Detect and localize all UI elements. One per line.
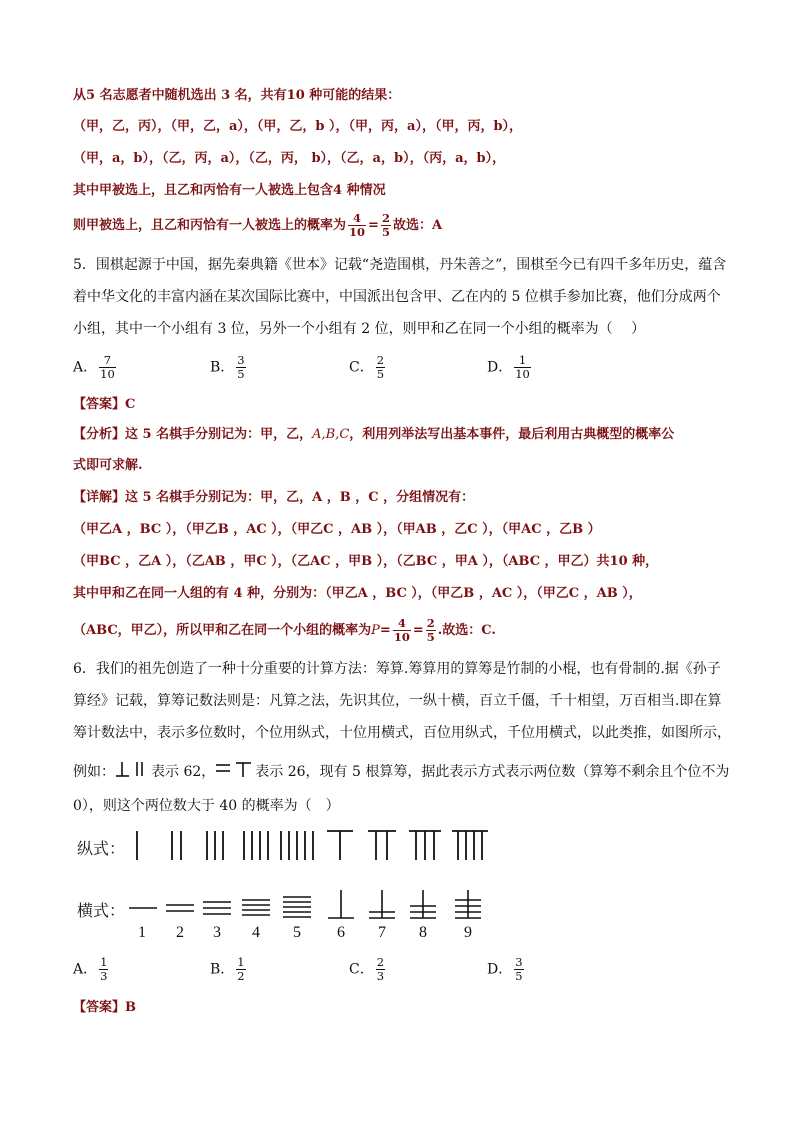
rod-number-8: 8 [419, 924, 427, 941]
rod-number-2: 2 [176, 924, 184, 941]
q6-options [73, 956, 673, 988]
vertical-form-label: 纵式： [77, 841, 126, 858]
vertical-rod-8 [407, 828, 443, 864]
horizontal-rod-9 [452, 888, 484, 924]
q5-detail-line-5: （ABC，甲乙），所以甲和乙在同一个小组的概率为P= $\frac{4}{10}$ = $\frac{2}{5}$ .故选：C. [73, 616, 496, 644]
prev-solution-line-3: （甲，a，b），（乙，丙，a），（乙，丙， b），（乙，a，b），（丙，a，b）， [73, 151, 506, 166]
q6-option-b: B． $\frac{1}{2}$ [210, 955, 245, 983]
prev-solution-line-4: 其中甲被选上，且乙和丙恰有一人被选上包含4 种情况 [73, 183, 386, 198]
q5-option-c: C． $\frac{2}{5}$ [349, 353, 385, 381]
q5-detail-line-1: 【详解】这 5 名棋手分别记为：甲，乙，A ，B ，C ，分组情况有： [73, 490, 475, 505]
vertical-rod-2 [166, 828, 188, 864]
vertical-rod-5 [277, 828, 321, 864]
horizontal-rod-8 [407, 888, 439, 924]
q5-text-line-3: 小组，其中一个小组有 3 位，另外一个小组有 2 位，则甲和乙在同一个小组的概率为（ ） [73, 321, 646, 337]
horizontal-rod-3 [201, 888, 233, 924]
horizontal-rod-1 [127, 888, 159, 924]
q5-analysis-line-1: 【分析】这 5 名棋手分别记为：甲，乙，A,B,C，利用列举法写出基本事件，最后利用古典概型的概率公 [73, 427, 675, 442]
q5-answer: 【答案】C [73, 397, 136, 412]
q5-text-line-1: 5．围棋起源于中国，据先秦典籍《世本》记载“尧造围棋，丹朱善之”，围棋至今已有四千多年历史，蕴含 [73, 257, 727, 273]
q6-answer: 【答案】B [73, 1000, 136, 1015]
vertical-rod-1 [127, 828, 147, 864]
horizontal-rod-5 [281, 888, 313, 924]
rod-number-6: 6 [337, 924, 345, 941]
q6-text-line-1: 6．我们的祖先创造了一种十分重要的计算方法：筹算.筹算用的算筹是竹制的小棍，也有骨制的.据《孙子 [73, 661, 721, 677]
rod-number-7: 7 [378, 924, 386, 941]
rod-number-4: 4 [252, 924, 260, 941]
horizontal-form-label: 横式： [77, 903, 126, 920]
rod-62-icon [115, 760, 151, 784]
rod-number-5: 5 [293, 924, 301, 941]
vertical-rod-4 [240, 828, 274, 864]
fraction: $\frac{2}{5}$ [381, 211, 390, 239]
q5-analysis-line-2: 式即可求解. [73, 458, 143, 473]
prev-solution-line-2: （甲，乙，丙），（甲，乙，a），（甲，乙，b ），（甲，丙，a），（甲，丙，b）， [73, 119, 523, 134]
q5-option-b: B． $\frac{3}{5}$ [210, 353, 245, 381]
horizontal-rod-2 [164, 888, 196, 924]
q6-option-d: D． $\frac{3}{5}$ [487, 955, 523, 983]
prev-solution-text: 则甲被选上，且乙和丙恰有一人被选上的概率为 [73, 218, 347, 233]
q5-option-d: D． $\frac{1}{10}$ [487, 353, 530, 381]
q5-options [73, 354, 673, 386]
q5-option-a: A． $\frac{7}{10}$ [73, 353, 115, 381]
horizontal-rod-4 [240, 888, 272, 924]
horizontal-rod-6 [325, 888, 357, 924]
q5-detail-line-4: 其中甲和乙在同一人组的有 4 种，分别为：（甲乙A ，BC ），（甲乙B ，AC ），（甲乙C ，AB ）， [73, 586, 642, 601]
rod-number-1: 1 [138, 924, 146, 941]
prev-solution-line-1: 从5 名志愿者中随机选出 3 名，共有10 种可能的结果： [73, 88, 401, 103]
vertical-rod-7 [366, 828, 398, 864]
q6-text-line-3: 筹计数法中，表示多位数时，个位用纵式，十位用横式，百位用纵式，千位用横式，以此类推，如图所示， [73, 725, 731, 741]
vertical-rod-6 [325, 828, 355, 864]
vertical-rod-3 [202, 828, 230, 864]
rod-26-icon [215, 760, 255, 784]
q6-text-line-4: 例如： 表示 62， 表示 26，现有 5 根算筹，据此表示方式表示两位数（算筹不剩余且个位不为 [73, 760, 729, 784]
q5-detail-line-2: （甲乙A ，BC ），（甲乙B ，AC ），（甲乙C ，AB ），（甲AB ，乙C ），（甲AC ，乙B ） [73, 522, 601, 537]
fraction: $\frac{4}{10}$ [349, 211, 366, 239]
q5-detail-line-3: （甲BC ，乙A ），（乙AB ，甲C ），（乙AC ，甲B ），（乙BC ，甲A ），（ABC ，甲乙）共10 种， [73, 554, 659, 569]
q6-option-a: A． $\frac{1}{3}$ [73, 955, 108, 983]
q6-option-c: C． $\frac{2}{3}$ [349, 955, 385, 983]
prev-solution-line-5: 则甲被选上，且乙和丙恰有一人被选上的概率为 $\frac{4}{10}$ = $\frac{2}{5}$ 故选：A [73, 211, 443, 239]
vertical-rod-9 [450, 828, 490, 864]
q6-text-line-5: 0），则这个两位数大于 40 的概率为（ ） [73, 798, 340, 814]
horizontal-rod-7 [366, 888, 398, 924]
q5-text-line-2: 着中华文化的丰富内涵在某次国际比赛中，中国派出包含甲、乙在内的 5 位棋手参加比赛，他们分成两个 [73, 289, 721, 305]
q6-text-line-2: 算经》记载，算筹记数法则是：凡算之法，先识其位，一纵十横，百立千僵，千十相望，万百相当.即在算 [73, 693, 722, 709]
rod-number-3: 3 [213, 924, 221, 941]
rod-number-9: 9 [464, 924, 472, 941]
